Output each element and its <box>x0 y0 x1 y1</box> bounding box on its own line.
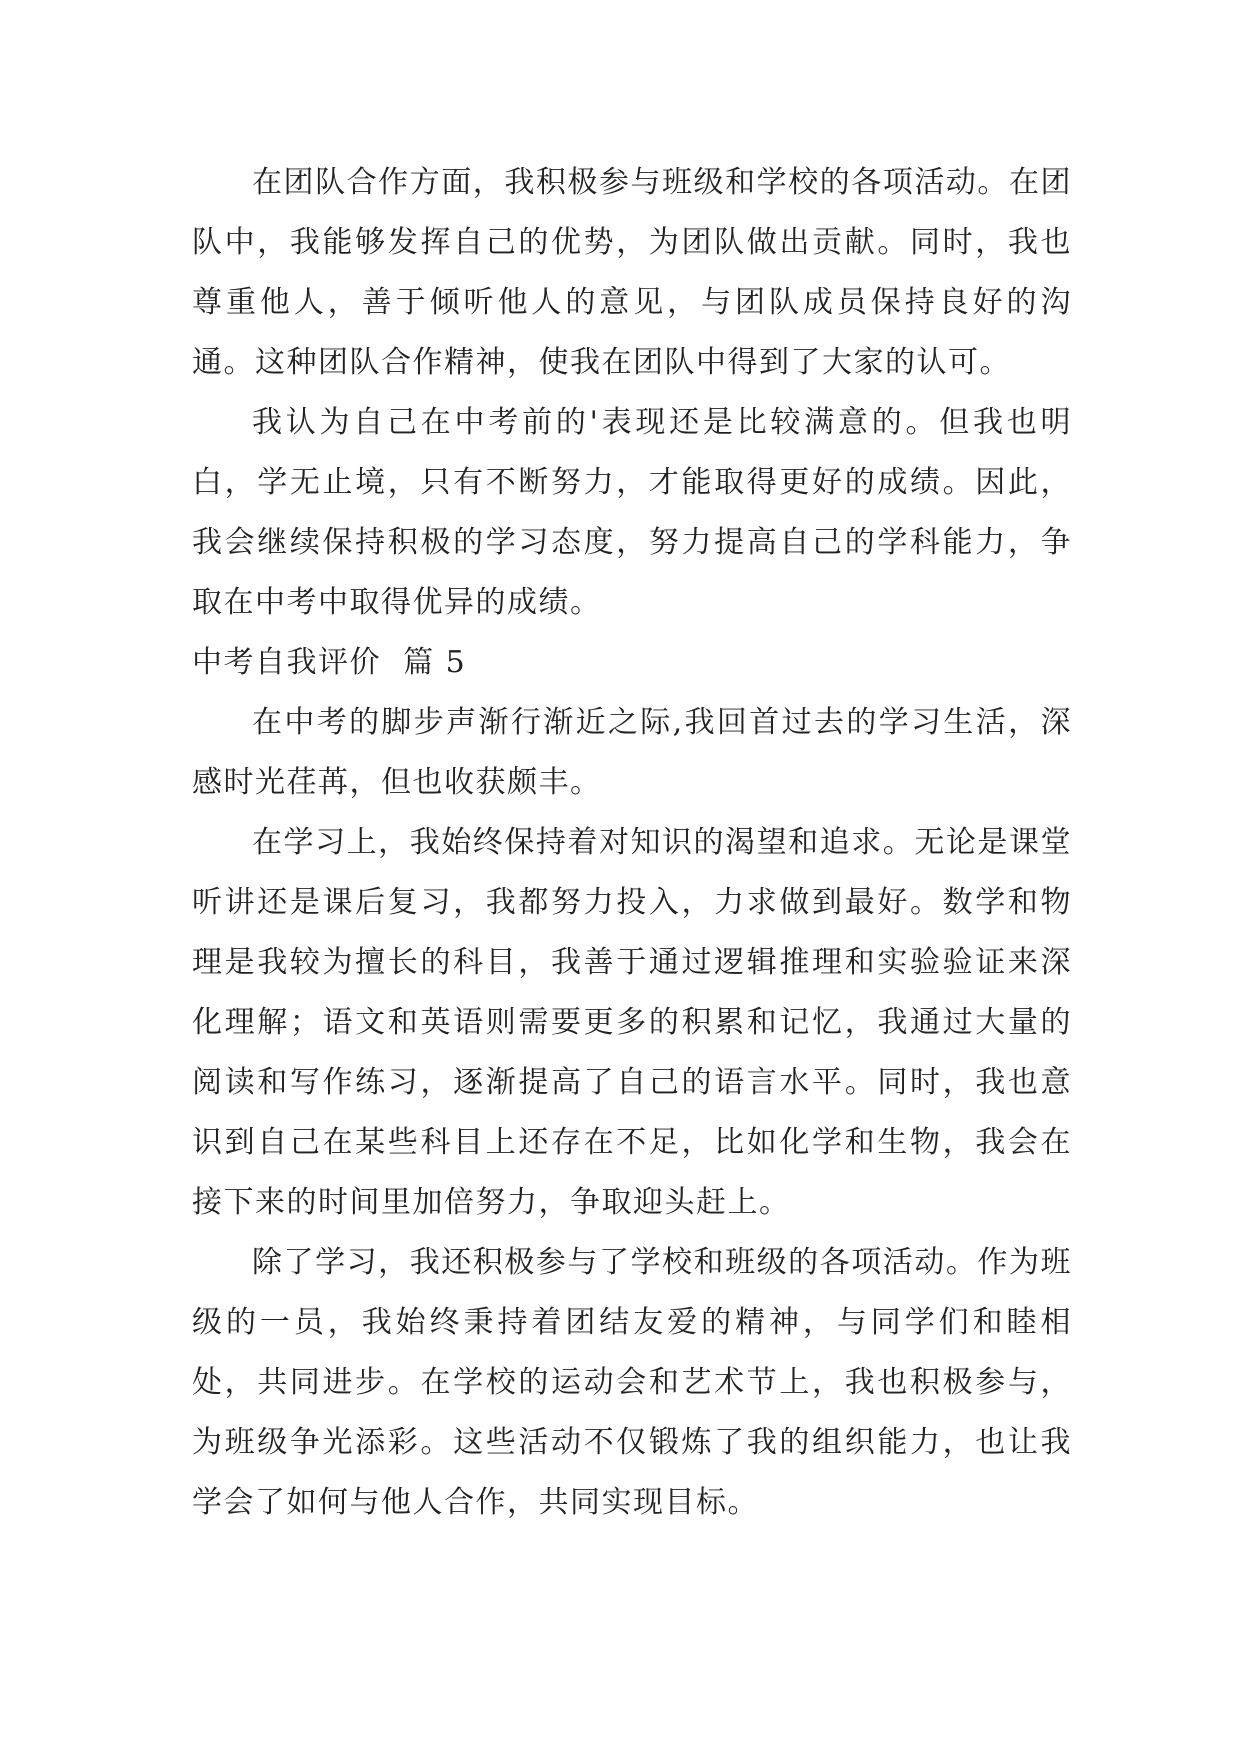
section-heading: 中考自我评价 篇 5 <box>192 645 467 680</box>
document-page <box>192 153 1072 1533</box>
paragraph-study: 在学习上，我始终保持着对知识的渴望和追求。无论是课堂听讲还是课后复习，我都努力投入，力求做到最好。数学和物理是我较为擅长的科目，我善于通过逻辑推理和实验验证来深化理解；语文和英语则需要更多的积累和记忆，我通过大量的阅读和写作练习，逐渐提高了自己的语言水平。同时，我也意识到自己在某些科目上还存在不足，比如化学和生物，我会在接下来的时间里加倍努力，争取迎头赶上。 <box>192 825 1072 1220</box>
paragraph-intro: 在中考的脚步声渐行渐近之际,我回首过去的学习生活，深感时光荏苒，但也收获颇丰。 <box>192 705 1072 800</box>
paragraph-self-assessment: 我认为自己在中考前的'表现还是比较满意的。但我也明白，学无止境，只有不断努力，才能取得更好的成绩。因此，我会继续保持积极的学习态度，努力提高自己的学科能力，争取在中考中取得优异的成绩。 <box>192 405 1072 620</box>
paragraph-activities: 除了学习，我还积极参与了学校和班级的各项活动。作为班级的一员，我始终秉持着团结友爱的精神，与同学们和睦相处，共同进步。在学校的运动会和艺术节上，我也积极参与，为班级争光添彩。这些活动不仅锻炼了我的组织能力，也让我学会了如何与他人合作，共同实现目标。 <box>192 1245 1072 1520</box>
paragraph-teamwork: 在团队合作方面，我积极参与班级和学校的各项活动。在团队中，我能够发挥自己的优势，为团队做出贡献。同时，我也尊重他人，善于倾听他人的意见，与团队成员保持良好的沟通。这种团队合作精神，使我在团队中得到了大家的认可。 <box>192 165 1072 380</box>
